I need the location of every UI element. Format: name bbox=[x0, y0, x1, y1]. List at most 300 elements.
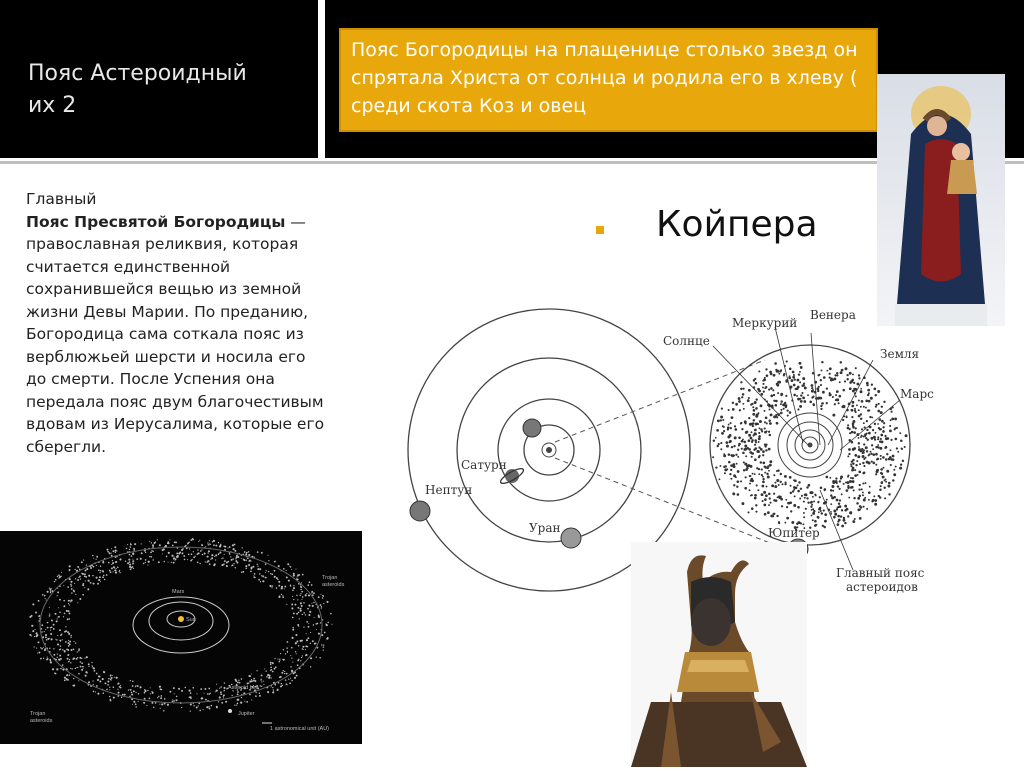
belt-dot bbox=[901, 448, 903, 450]
dark-belt-dot bbox=[206, 706, 208, 708]
dark-belt-dot bbox=[86, 568, 88, 570]
dark-belt-dot bbox=[128, 559, 130, 561]
belt-dot bbox=[768, 420, 770, 422]
dark-belt-dot bbox=[29, 616, 31, 618]
dark-belt-dot bbox=[62, 664, 64, 666]
dark-belt-dot bbox=[127, 544, 128, 545]
dark-belt-dot bbox=[81, 669, 83, 671]
belt-dot bbox=[824, 513, 827, 516]
dark-belt-dot bbox=[293, 574, 295, 576]
belt-dot bbox=[858, 471, 861, 474]
dark-belt-dot bbox=[93, 684, 94, 685]
dark-belt-dot bbox=[68, 640, 69, 641]
dark-belt-dot bbox=[99, 576, 101, 578]
belt-dot bbox=[758, 446, 760, 448]
belt-dot bbox=[752, 425, 754, 427]
dark-belt-dot bbox=[293, 587, 295, 589]
belt-dot bbox=[723, 453, 725, 455]
dark-belt-dot bbox=[44, 595, 46, 597]
dark-belt-dot bbox=[36, 632, 38, 634]
belt-dot bbox=[743, 448, 746, 451]
dark-belt-dot bbox=[121, 697, 122, 698]
dark-belt-dot bbox=[73, 641, 74, 642]
dark-belt-dot bbox=[245, 560, 246, 561]
dark-belt-dot bbox=[114, 569, 116, 571]
belt-dot bbox=[732, 492, 735, 495]
belt-dot bbox=[847, 424, 849, 426]
belt-dot bbox=[811, 390, 814, 393]
belt-dot bbox=[794, 495, 796, 497]
belt-dot bbox=[797, 408, 799, 410]
belt-dot bbox=[854, 454, 857, 457]
belt-dot bbox=[799, 405, 802, 408]
belt-dot bbox=[857, 497, 860, 500]
belt-dot bbox=[792, 371, 795, 374]
belt-dot bbox=[780, 400, 782, 402]
belt-dot bbox=[728, 453, 731, 456]
dark-belt-dot bbox=[264, 668, 265, 669]
dark-belt-dot bbox=[36, 647, 37, 648]
dark-belt-dot bbox=[73, 590, 75, 592]
dark-belt-dot bbox=[56, 620, 58, 622]
dark-belt-dot bbox=[173, 687, 175, 689]
belt-dot bbox=[743, 408, 745, 410]
dark-belt-dot bbox=[257, 551, 259, 553]
belt-dot bbox=[763, 504, 766, 507]
label-neptune: Нептун bbox=[425, 483, 473, 497]
dark-belt-dot bbox=[302, 648, 304, 650]
dark-belt-dot bbox=[68, 645, 70, 647]
belt-dot bbox=[881, 420, 884, 423]
belt-dot bbox=[791, 521, 794, 524]
belt-dot bbox=[793, 374, 795, 376]
dark-belt-dot bbox=[249, 680, 251, 682]
belt-dot bbox=[877, 458, 880, 461]
dark-belt-dot bbox=[151, 556, 153, 558]
belt-dot bbox=[887, 485, 890, 488]
belt-dot bbox=[893, 469, 895, 471]
dark-belt-dot bbox=[193, 705, 194, 706]
dark-belt-dot bbox=[51, 620, 53, 622]
dark-belt-dot bbox=[251, 673, 252, 674]
belt-dot bbox=[797, 506, 800, 509]
belt-dot bbox=[870, 453, 872, 455]
dark-belt-dot bbox=[34, 646, 35, 647]
dark-belt-dot bbox=[207, 693, 209, 695]
dark-belt-dot bbox=[271, 587, 272, 588]
belt-dot bbox=[758, 390, 761, 393]
dark-belt-dot bbox=[188, 554, 190, 556]
dark-belt-dot bbox=[59, 612, 61, 614]
dark-belt-dot bbox=[116, 561, 117, 562]
dark-belt-dot bbox=[100, 581, 101, 582]
belt-dot bbox=[821, 512, 823, 514]
belt-dot bbox=[745, 455, 747, 457]
dark-label-trojan-bottom-2: asteroids bbox=[30, 718, 53, 724]
dark-belt-dot bbox=[161, 695, 163, 697]
belt-dot bbox=[840, 371, 843, 374]
belt-dot bbox=[846, 489, 849, 492]
belt-dot bbox=[864, 433, 867, 436]
belt-dot bbox=[762, 380, 764, 382]
belt-dot bbox=[892, 458, 895, 461]
dark-belt-dot bbox=[82, 583, 84, 585]
belt-dot bbox=[737, 456, 739, 458]
dark-belt-dot bbox=[45, 636, 47, 638]
dark-belt-dot bbox=[291, 637, 293, 639]
belt-dot bbox=[750, 431, 752, 433]
belt-dot bbox=[757, 414, 759, 416]
dark-belt-dot bbox=[151, 542, 152, 543]
dark-belt-dot bbox=[193, 551, 194, 552]
belt-dot bbox=[789, 485, 791, 487]
belt-dot bbox=[848, 453, 850, 455]
dark-belt-dot bbox=[100, 566, 101, 567]
belt-dot bbox=[801, 495, 803, 497]
dark-belt-dot bbox=[59, 640, 60, 641]
dark-belt-dot bbox=[223, 697, 224, 698]
belt-dot bbox=[877, 410, 880, 413]
dark-belt-dot bbox=[99, 676, 100, 677]
dark-belt-dot bbox=[164, 698, 166, 700]
dark-belt-dot bbox=[209, 707, 211, 709]
dark-belt-dot bbox=[257, 564, 258, 565]
belt-dot bbox=[797, 490, 800, 493]
belt-dot bbox=[849, 480, 852, 483]
dark-belt-dot bbox=[310, 666, 311, 667]
dark-belt-dot bbox=[108, 562, 110, 564]
belt-dot bbox=[733, 484, 735, 486]
dark-belt-dot bbox=[257, 566, 258, 567]
dark-belt-dot bbox=[78, 650, 79, 651]
dark-belt-dot bbox=[208, 550, 210, 552]
dark-belt-dot bbox=[67, 658, 69, 660]
dark-belt-dot bbox=[241, 558, 242, 559]
belt-dot bbox=[863, 465, 865, 467]
dark-belt-dot bbox=[70, 662, 71, 663]
belt-dot bbox=[871, 384, 873, 386]
dark-belt-dot bbox=[321, 608, 322, 609]
dark-belt-dot bbox=[203, 709, 204, 710]
dark-belt-dot bbox=[303, 649, 304, 650]
dark-belt-dot bbox=[162, 553, 163, 554]
belt-dot bbox=[820, 486, 823, 489]
dark-belt-dot bbox=[148, 561, 150, 563]
belt-dot bbox=[758, 432, 760, 434]
belt-dot bbox=[871, 417, 873, 419]
belt-dot bbox=[836, 508, 838, 510]
dark-belt-dot bbox=[70, 581, 72, 583]
dark-belt-dot bbox=[216, 684, 217, 685]
dark-belt-dot bbox=[132, 704, 133, 705]
dark-belt-dot bbox=[309, 581, 311, 583]
bullet-marker bbox=[596, 226, 604, 234]
belt-dot bbox=[783, 408, 785, 410]
belt-dot bbox=[851, 431, 854, 434]
dark-belt-dot bbox=[220, 686, 222, 688]
belt-dot bbox=[778, 522, 780, 524]
dark-label-jupiter: Jupiter bbox=[238, 711, 255, 717]
belt-dot bbox=[762, 454, 764, 456]
dark-belt-dot bbox=[32, 603, 34, 605]
dark-belt-dot bbox=[279, 595, 280, 596]
belt-dot bbox=[890, 419, 892, 421]
bullet-item: Койпера bbox=[656, 204, 818, 245]
dark-belt-dot bbox=[72, 685, 74, 687]
dark-belt-dot bbox=[270, 573, 271, 574]
belt-dot bbox=[789, 502, 791, 504]
dark-belt-dot bbox=[284, 673, 285, 674]
dark-belt-dot bbox=[237, 699, 239, 701]
dark-belt-dot bbox=[164, 561, 166, 563]
belt-dot bbox=[820, 384, 822, 386]
dark-belt-dot bbox=[102, 570, 104, 572]
dark-belt-dot bbox=[259, 568, 261, 570]
belt-dot bbox=[764, 387, 766, 389]
dark-belt-dot bbox=[287, 652, 288, 653]
belt-dot bbox=[856, 502, 859, 505]
dark-belt-dot bbox=[172, 545, 174, 547]
dark-belt-dot bbox=[93, 558, 94, 559]
dark-belt-dot bbox=[86, 656, 88, 658]
dark-belt-dot bbox=[171, 562, 172, 563]
dark-belt-dot bbox=[117, 556, 118, 557]
dark-belt-dot bbox=[111, 564, 112, 565]
dark-belt-dot bbox=[88, 580, 90, 582]
dark-belt-dot bbox=[144, 690, 146, 692]
dark-belt-dot bbox=[93, 566, 95, 568]
belt-dot bbox=[736, 480, 739, 483]
dark-belt-dot bbox=[177, 556, 179, 558]
belt-dot bbox=[891, 411, 893, 413]
belt-dot bbox=[727, 435, 730, 438]
belt-dot bbox=[826, 370, 828, 372]
belt-dot bbox=[741, 502, 744, 505]
belt-dot bbox=[833, 378, 836, 381]
belt-dot bbox=[859, 463, 861, 465]
dark-belt-dot bbox=[131, 567, 133, 569]
belt-dot bbox=[878, 427, 880, 429]
dark-belt-dot bbox=[84, 587, 85, 588]
dark-belt-dot bbox=[153, 706, 155, 708]
dark-belt-dot bbox=[224, 560, 226, 562]
belt-dot bbox=[775, 499, 778, 502]
belt-dot bbox=[875, 453, 878, 456]
dark-belt-dot bbox=[85, 580, 86, 581]
belt-dot bbox=[746, 467, 748, 469]
belt-dot bbox=[860, 406, 862, 408]
dark-belt-dot bbox=[196, 707, 198, 709]
belt-dot bbox=[778, 373, 780, 375]
belt-dot bbox=[755, 423, 758, 426]
belt-dot bbox=[875, 406, 877, 408]
dark-belt-dot bbox=[75, 642, 76, 643]
dark-belt-dot bbox=[300, 595, 301, 596]
dark-belt-dot bbox=[292, 589, 294, 591]
dark-belt-dot bbox=[69, 641, 71, 643]
belt-dot bbox=[764, 472, 766, 474]
dark-belt-dot bbox=[211, 557, 213, 559]
dark-belt-dot bbox=[63, 585, 64, 586]
belt-dot bbox=[752, 406, 754, 408]
dark-belt-dot bbox=[311, 584, 313, 586]
belt-dot bbox=[798, 481, 800, 483]
dark-belt-dot bbox=[143, 563, 145, 565]
belt-dot bbox=[793, 489, 795, 491]
dark-belt-dot bbox=[297, 599, 298, 600]
dark-belt-dot bbox=[132, 562, 134, 564]
belt-dot bbox=[881, 440, 884, 443]
belt-dot bbox=[854, 518, 856, 520]
belt-dot bbox=[768, 493, 770, 495]
dark-belt-dot bbox=[34, 629, 35, 630]
dark-belt-dot bbox=[116, 568, 117, 569]
dark-belt-dot bbox=[57, 618, 58, 619]
dark-belt-dot bbox=[57, 616, 58, 617]
dark-belt-dot bbox=[223, 687, 225, 689]
dark-belt-dot bbox=[130, 680, 131, 681]
belt-dot bbox=[819, 374, 821, 376]
dark-belt-dot bbox=[59, 655, 61, 657]
dark-belt-dot bbox=[175, 558, 177, 560]
dark-belt-dot bbox=[47, 656, 48, 657]
dark-belt-dot bbox=[55, 579, 57, 581]
belt-dot bbox=[877, 444, 879, 446]
dark-belt-dot bbox=[218, 701, 219, 702]
dark-belt-dot bbox=[79, 576, 81, 578]
belt-dot bbox=[723, 430, 725, 432]
belt-dot bbox=[767, 476, 770, 479]
belt-dot bbox=[786, 506, 788, 508]
dark-belt-dot bbox=[246, 552, 248, 554]
dark-belt-dot bbox=[53, 654, 55, 656]
belt-dot bbox=[863, 422, 865, 424]
belt-dot bbox=[830, 511, 832, 513]
dark-belt-dot bbox=[289, 682, 291, 684]
belt-dot bbox=[800, 522, 802, 524]
dark-belt-dot bbox=[128, 689, 129, 690]
belt-dot bbox=[834, 481, 837, 484]
dark-belt-dot bbox=[313, 602, 314, 603]
belt-dot bbox=[830, 503, 832, 505]
dark-belt-dot bbox=[223, 694, 225, 696]
belt-dot bbox=[860, 413, 862, 415]
dark-belt-dot bbox=[118, 692, 120, 694]
belt-dot bbox=[748, 397, 750, 399]
belt-dot bbox=[750, 437, 753, 440]
dark-belt-dot bbox=[129, 554, 131, 556]
dark-belt-dot bbox=[251, 699, 252, 700]
belt-dot bbox=[799, 498, 801, 500]
belt-dot bbox=[863, 472, 865, 474]
belt-dot bbox=[725, 465, 727, 467]
belt-dot bbox=[747, 399, 750, 402]
dark-belt-dot bbox=[208, 688, 210, 690]
belt-dot bbox=[776, 383, 779, 386]
statue-image bbox=[631, 542, 807, 767]
dark-belt-dot bbox=[109, 696, 110, 697]
belt-dot bbox=[883, 401, 885, 403]
dark-belt-dot bbox=[92, 666, 93, 667]
belt-dot bbox=[881, 481, 883, 483]
belt-dot bbox=[890, 439, 892, 441]
belt-dot bbox=[718, 443, 720, 445]
dark-belt-dot bbox=[315, 623, 317, 625]
belt-dot bbox=[790, 492, 792, 494]
belt-dot bbox=[739, 409, 741, 411]
dark-belt-dot bbox=[272, 687, 273, 688]
dark-belt-dot bbox=[223, 546, 225, 548]
dark-belt-dot bbox=[152, 546, 154, 548]
dark-belt-dot bbox=[189, 548, 190, 549]
belt-dot bbox=[847, 455, 849, 457]
dark-belt-dot bbox=[58, 607, 59, 608]
dark-belt-dot bbox=[49, 614, 50, 615]
dark-belt-dot bbox=[192, 538, 193, 539]
belt-dot bbox=[742, 452, 745, 455]
dark-belt-dot bbox=[235, 680, 237, 682]
belt-dot bbox=[838, 395, 841, 398]
belt-dot bbox=[738, 445, 740, 447]
belt-dot bbox=[831, 485, 834, 488]
belt-dot bbox=[777, 496, 779, 498]
dark-belt-dot bbox=[160, 708, 161, 709]
dark-belt-dot bbox=[53, 624, 55, 626]
dark-belt-dot bbox=[274, 570, 276, 572]
belt-dot bbox=[725, 441, 728, 444]
belt-dot bbox=[883, 422, 885, 424]
belt-dot bbox=[810, 501, 813, 504]
belt-dot bbox=[715, 437, 717, 439]
dark-belt-dot bbox=[90, 567, 92, 569]
dark-belt-dot bbox=[173, 558, 175, 560]
belt-dot bbox=[746, 431, 748, 433]
belt-dot bbox=[712, 456, 714, 458]
belt-dot bbox=[754, 439, 757, 442]
belt-dot bbox=[798, 373, 800, 375]
belt-dot bbox=[860, 388, 862, 390]
dark-belt-dot bbox=[282, 595, 283, 596]
belt-dot bbox=[759, 427, 761, 429]
dark-belt-dot bbox=[283, 649, 285, 651]
dark-belt-dot bbox=[326, 601, 328, 603]
belt-dot bbox=[882, 476, 885, 479]
dark-belt-dot bbox=[130, 546, 131, 547]
dark-belt-dot bbox=[295, 651, 296, 652]
belt-dot bbox=[849, 511, 852, 514]
dark-belt-dot bbox=[281, 683, 283, 685]
dark-belt-dot bbox=[97, 583, 99, 585]
dark-belt-dot bbox=[204, 688, 206, 690]
dark-belt-dot bbox=[94, 670, 96, 672]
belt-dot bbox=[852, 480, 855, 483]
dark-belt-dot bbox=[318, 617, 320, 619]
dark-belt-dot bbox=[287, 641, 289, 643]
dark-belt-dot bbox=[323, 645, 324, 646]
belt-dot bbox=[800, 488, 802, 490]
belt-dot bbox=[803, 384, 805, 386]
dark-belt-dot bbox=[185, 545, 187, 547]
dark-belt-dot bbox=[249, 694, 251, 696]
belt-dot bbox=[731, 416, 734, 419]
belt-dot bbox=[764, 465, 766, 467]
dark-belt-dot bbox=[50, 633, 52, 635]
belt-dot bbox=[879, 488, 882, 491]
dark-belt-dot bbox=[110, 571, 112, 573]
belt-dot bbox=[721, 407, 723, 409]
belt-dot bbox=[865, 482, 867, 484]
belt-dot bbox=[846, 416, 848, 418]
